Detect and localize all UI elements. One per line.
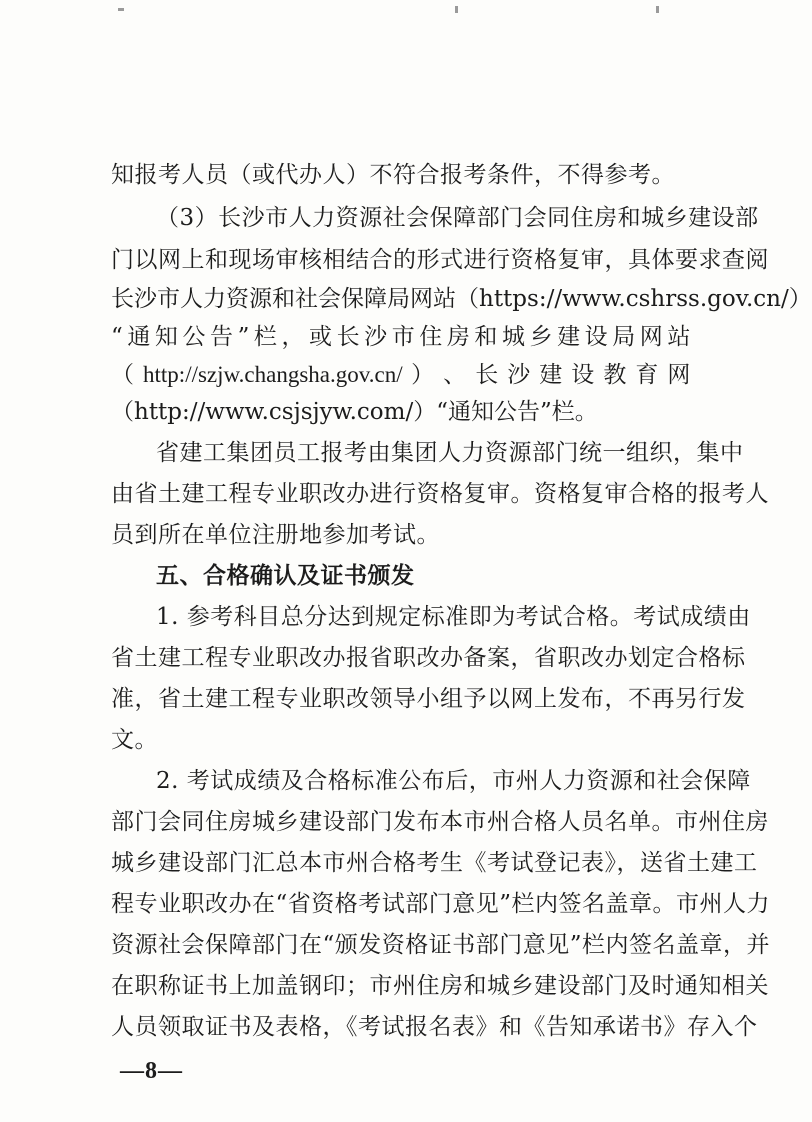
glyph: 、 [443, 362, 467, 388]
glyph: 局 [612, 324, 636, 350]
paragraph-line: 长沙市人力资源和社会保障局网站（https://www.cshrss.gov.cn/） [111, 286, 812, 312]
glyph: 沙 [507, 362, 531, 388]
glyph: 市 [391, 324, 416, 350]
page-number: —8— [120, 1058, 183, 1084]
glyph: ） [411, 362, 435, 388]
glyph: “ [111, 324, 124, 350]
section-heading: 五、合格确认及证书颁发 [156, 562, 415, 589]
paragraph-line: （http://www.csjsjyw.com/）“通知公告”栏。 [111, 399, 598, 425]
scan-speck [455, 6, 458, 13]
paragraph-line: 在职称证书上加盖钢印；市州住房和城乡建设部门及时通知相关 [111, 973, 769, 999]
glyph: 教 [603, 362, 627, 388]
paragraph-line: 省土建工程专业职改办报省职改办备案，省职改办划定合格标 [111, 645, 746, 671]
glyph: 乡 [529, 324, 554, 350]
glyph: 沙 [364, 324, 388, 350]
paragraph-line: 知报考人员（或代办人）不符合报考条件，不得参考。 [111, 162, 675, 188]
paragraph-line: 部门会同住房城乡建设部门发布本市州合格人员名单。市州住房 [111, 809, 769, 835]
scan-speck [656, 6, 659, 13]
glyph: 知 [154, 324, 179, 350]
paragraph-line: 准，省土建工程专业职改领导小组予以网上发布，不再另行发 [111, 686, 746, 712]
glyph: 网 [639, 324, 664, 350]
paragraph-line: 1. 参考科目总分达到规定标准即为考试合格。考试成绩由 [156, 604, 751, 630]
paragraph-line: 由省土建工程专业职改办进行资格复审。资格复审合格的报考人 [111, 481, 769, 507]
glyph: （ [111, 362, 135, 388]
glyph: 设 [571, 362, 595, 388]
glyph: 栏 [253, 324, 278, 350]
paragraph-line: 2. 考试成绩及合格标准公布后，市州人力资源和社会保障 [156, 768, 751, 794]
paragraph-line: 文。 [111, 727, 158, 753]
glyph: ， [281, 324, 305, 350]
paragraph-line: 城乡建设部门汇总本市州合格考生《考试登记表》，送省土建工 [111, 850, 758, 876]
paragraph-line-justified [111, 360, 691, 390]
glyph: 建 [539, 362, 563, 388]
glyph: 站 [667, 324, 691, 350]
glyph: 和 [474, 324, 498, 350]
glyph: 设 [584, 324, 609, 350]
paragraph-line: 门以网上和现场审核相结合的形式进行资格复审，具体要求查阅 [111, 247, 769, 273]
glyph: 长 [475, 362, 499, 388]
glyph: 网 [667, 362, 691, 388]
glyph: 公 [182, 324, 206, 350]
paragraph-line: 人员领取证书及表格，《考试报名表》和《告知承诺书》存入个 [111, 1014, 758, 1040]
url-text: http://szjw.changsha.gov.cn/ [143, 362, 403, 387]
paragraph-line-justified [111, 322, 691, 352]
paragraph-line: 程专业职改办在“省资格考试部门意见”栏内签名盖章。市州人力 [111, 891, 771, 917]
glyph: 告 [210, 324, 234, 350]
glyph: 住 [419, 324, 443, 350]
paragraph-line: 员到所在单位注册地参加考试。 [111, 522, 440, 548]
glyph: 或 [309, 324, 333, 350]
glyph: 房 [446, 324, 471, 350]
glyph: 育 [635, 362, 659, 388]
glyph: 建 [557, 324, 581, 350]
scan-speck [118, 8, 124, 11]
glyph: 城 [501, 324, 526, 350]
paragraph-line: （3）长沙市人力资源社会保障部门会同住房和城乡建设部 [156, 205, 759, 231]
paragraph-line: 资源社会保障部门在“颁发资格证书部门意见”栏内签名盖章，并 [111, 932, 771, 958]
paragraph-line: 省建工集团员工报考由集团人力资源部门统一组织，集中 [156, 440, 744, 466]
glyph: 通 [127, 324, 151, 350]
glyph: ” [237, 324, 250, 350]
glyph: 长 [336, 324, 361, 350]
